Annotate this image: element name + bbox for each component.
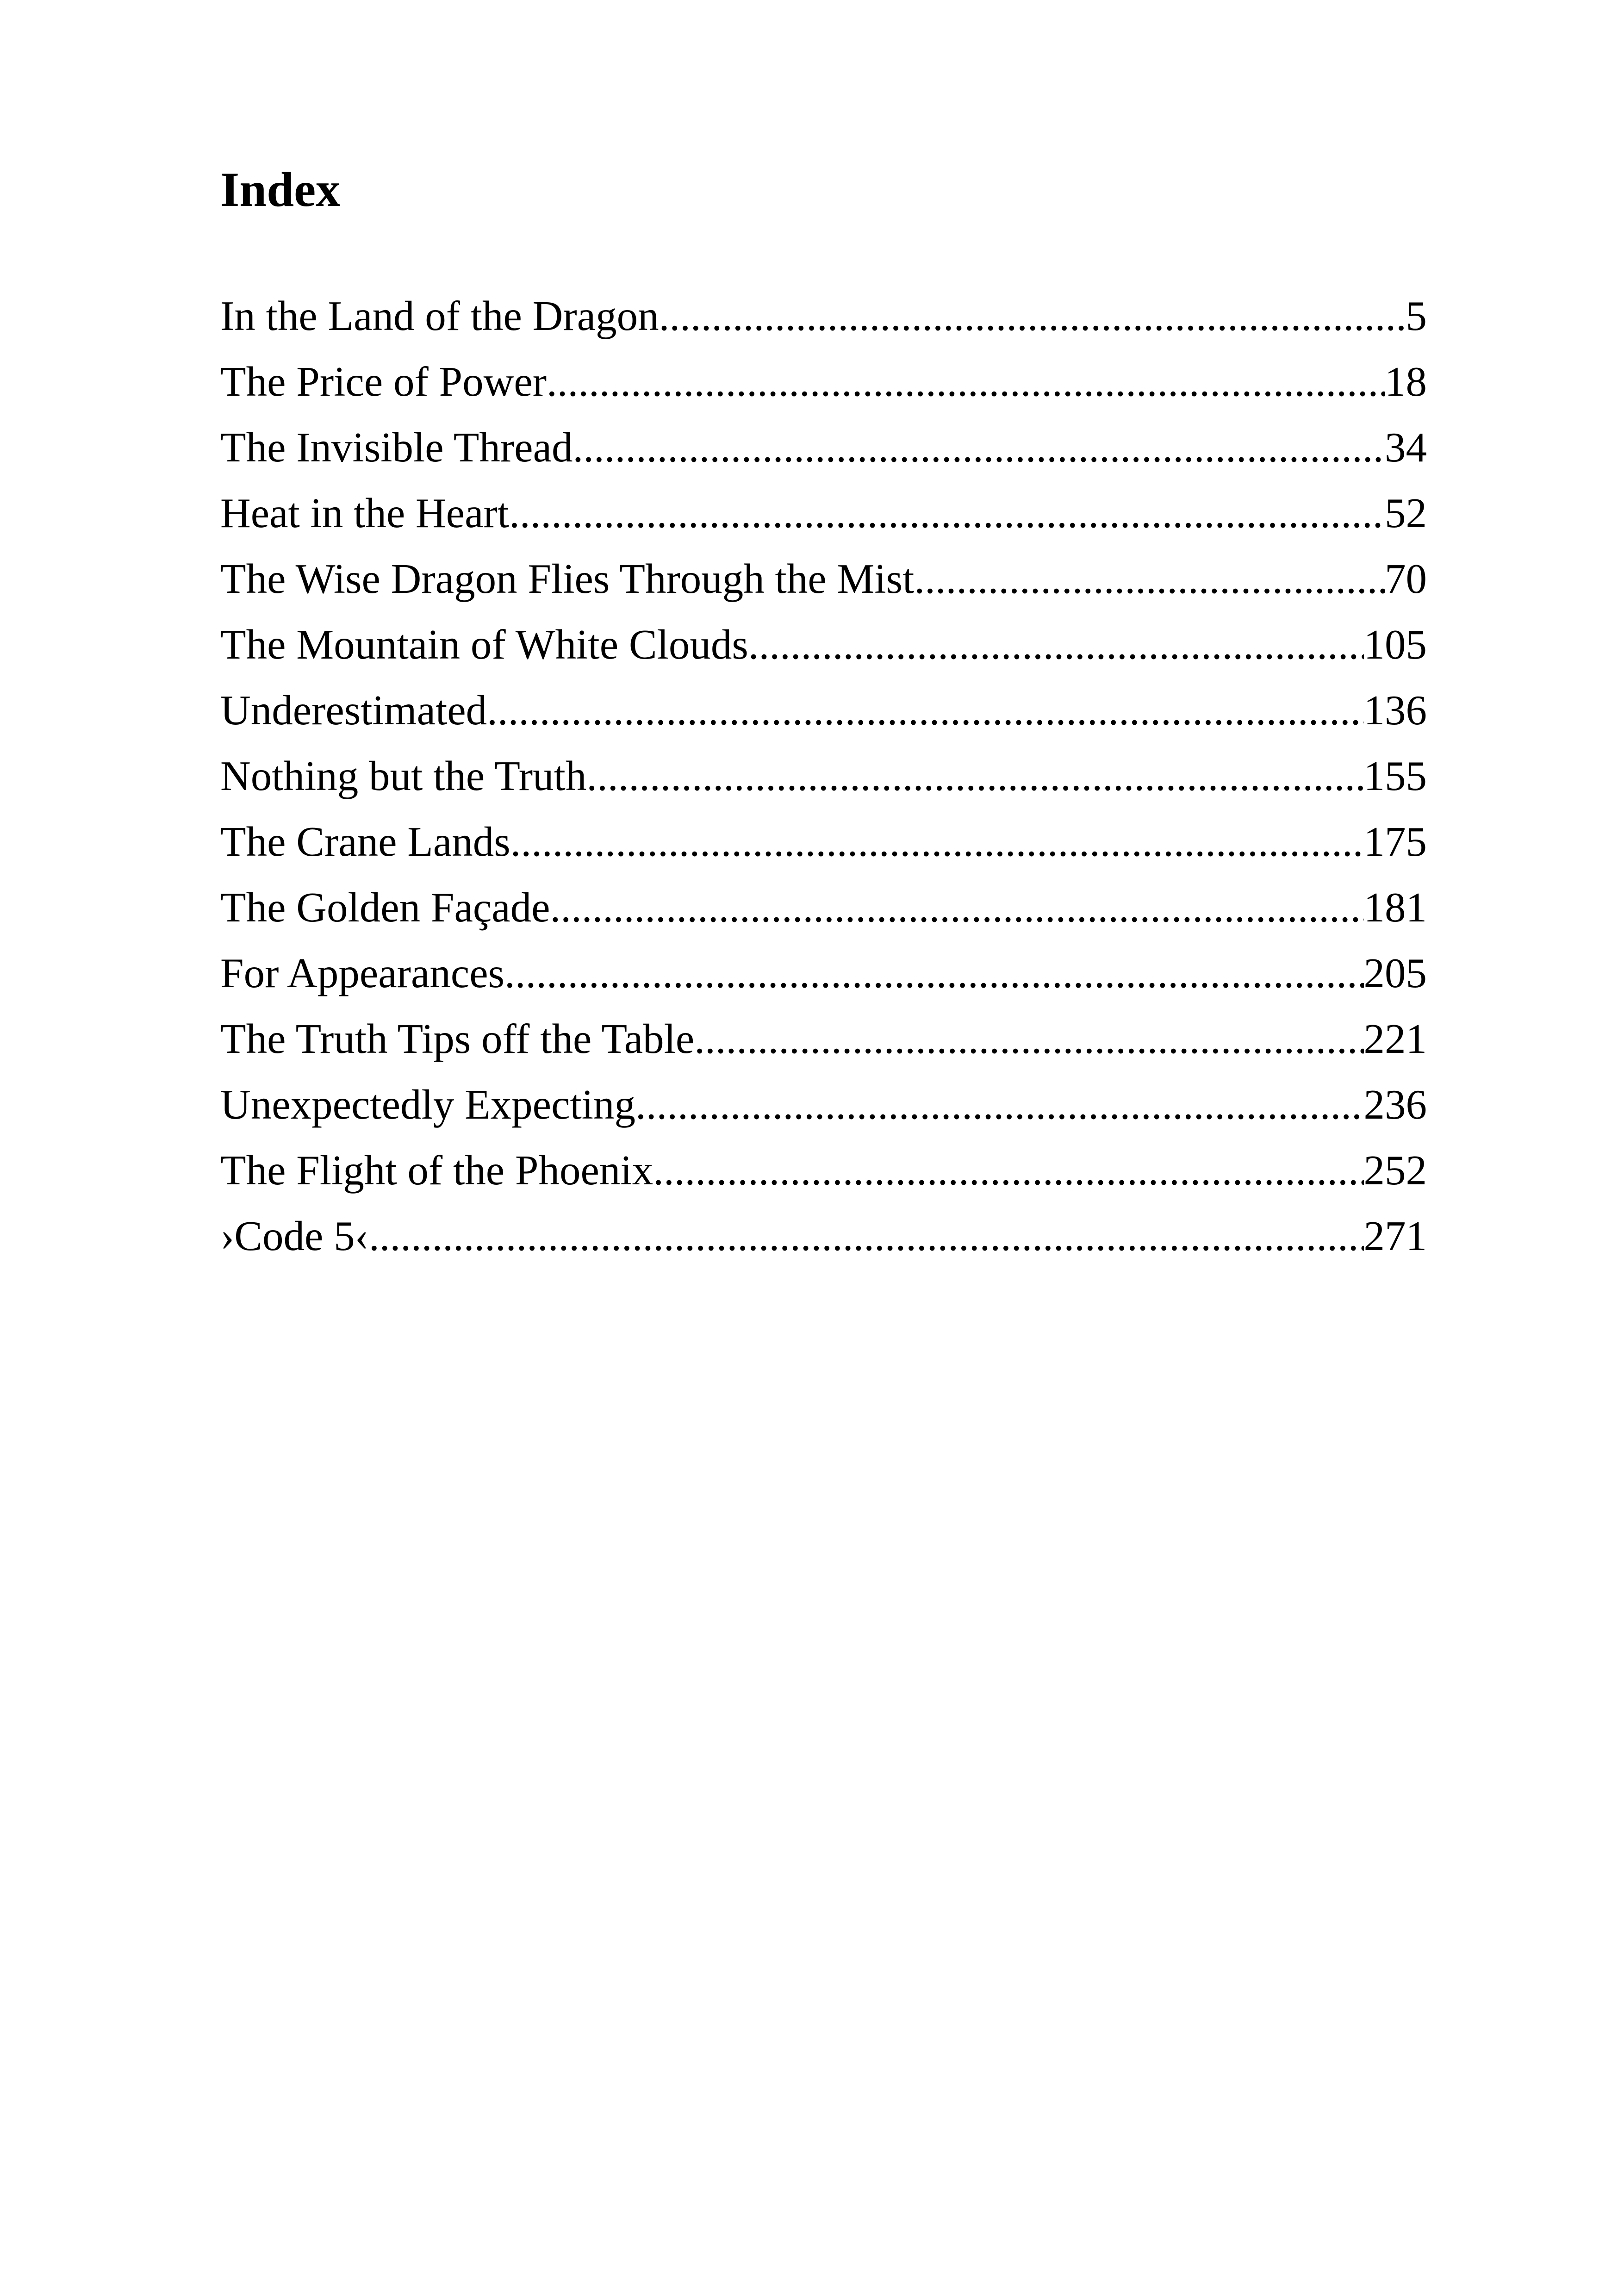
toc-entry xyxy=(220,1006,1427,1072)
toc-entry-page: 175 xyxy=(1363,818,1427,865)
toc-entry xyxy=(220,809,1427,875)
toc-entry-title: The Truth Tips off the Table xyxy=(220,1015,695,1062)
toc-dot-leader xyxy=(487,678,1363,743)
toc-entry xyxy=(220,283,1427,349)
toc-entry xyxy=(220,1138,1427,1203)
toc-entry-page: 205 xyxy=(1363,950,1427,996)
toc-entry-title: The Mountain of White Clouds xyxy=(220,621,748,668)
toc-entry-page: 34 xyxy=(1385,424,1427,471)
toc-entry-page: 18 xyxy=(1385,358,1427,405)
toc-entry-title: The Wise Dragon Flies Through the Mist xyxy=(220,555,915,602)
toc-entry-title: ›Code 5‹ xyxy=(220,1213,369,1259)
toc-entry-title: Heat in the Heart xyxy=(220,490,510,536)
toc-dot-leader xyxy=(914,546,1385,612)
toc-dot-leader xyxy=(369,1203,1364,1269)
toc-dot-leader xyxy=(550,875,1364,940)
toc-entry-page: 236 xyxy=(1363,1081,1427,1128)
toc-entry xyxy=(220,678,1427,743)
toc-entry xyxy=(220,743,1427,809)
toc-dot-leader xyxy=(659,283,1406,349)
toc-entry-page: 105 xyxy=(1363,621,1427,668)
toc-dot-leader xyxy=(635,1072,1363,1138)
toc-entry-page: 252 xyxy=(1363,1147,1427,1194)
toc-dot-leader xyxy=(509,480,1385,546)
toc-dot-leader xyxy=(573,415,1385,480)
toc-dot-leader xyxy=(510,809,1364,875)
toc-entry xyxy=(220,1072,1427,1138)
toc-entry xyxy=(220,480,1427,546)
toc-entry xyxy=(220,612,1427,678)
toc-entry-title: In the Land of the Dragon xyxy=(220,292,659,339)
toc-entry-page: 155 xyxy=(1363,753,1427,799)
toc-entry-title: Unexpectedly Expecting xyxy=(220,1081,636,1128)
toc-entry-page: 5 xyxy=(1406,292,1427,339)
toc-entry xyxy=(220,546,1427,612)
toc-entry-title: The Invisible Thread xyxy=(220,424,573,471)
toc-entry-title: The Crane Lands xyxy=(220,818,510,865)
toc-dot-leader xyxy=(694,1006,1363,1072)
toc-entry xyxy=(220,1203,1427,1269)
toc-entry-page: 221 xyxy=(1363,1015,1427,1062)
toc-entry-title: Underestimated xyxy=(220,687,487,734)
toc-entry xyxy=(220,875,1427,940)
toc-entry xyxy=(220,415,1427,480)
toc-dot-leader xyxy=(653,1138,1363,1203)
toc-entry xyxy=(220,349,1427,415)
toc-dot-leader xyxy=(586,743,1363,809)
toc-entry-title: Nothing but the Truth xyxy=(220,753,587,799)
toc-entry-page: 52 xyxy=(1385,490,1427,536)
toc-entry-title: The Price of Power xyxy=(220,358,547,405)
toc-dot-leader xyxy=(504,940,1363,1006)
page-title: Index xyxy=(220,162,341,217)
table-of-contents xyxy=(220,283,1427,1269)
toc-entry-title: For Appearances xyxy=(220,950,505,996)
toc-entry-title: The Flight of the Phoenix xyxy=(220,1147,653,1194)
toc-entry-title: The Golden Façade xyxy=(220,884,550,931)
toc-entry-page: 136 xyxy=(1363,687,1427,734)
toc-entry-page: 271 xyxy=(1363,1213,1427,1259)
toc-entry-page: 70 xyxy=(1385,555,1427,602)
toc-dot-leader xyxy=(748,612,1364,678)
toc-entry-page: 181 xyxy=(1363,884,1427,931)
toc-entry xyxy=(220,940,1427,1006)
toc-dot-leader xyxy=(547,349,1385,415)
